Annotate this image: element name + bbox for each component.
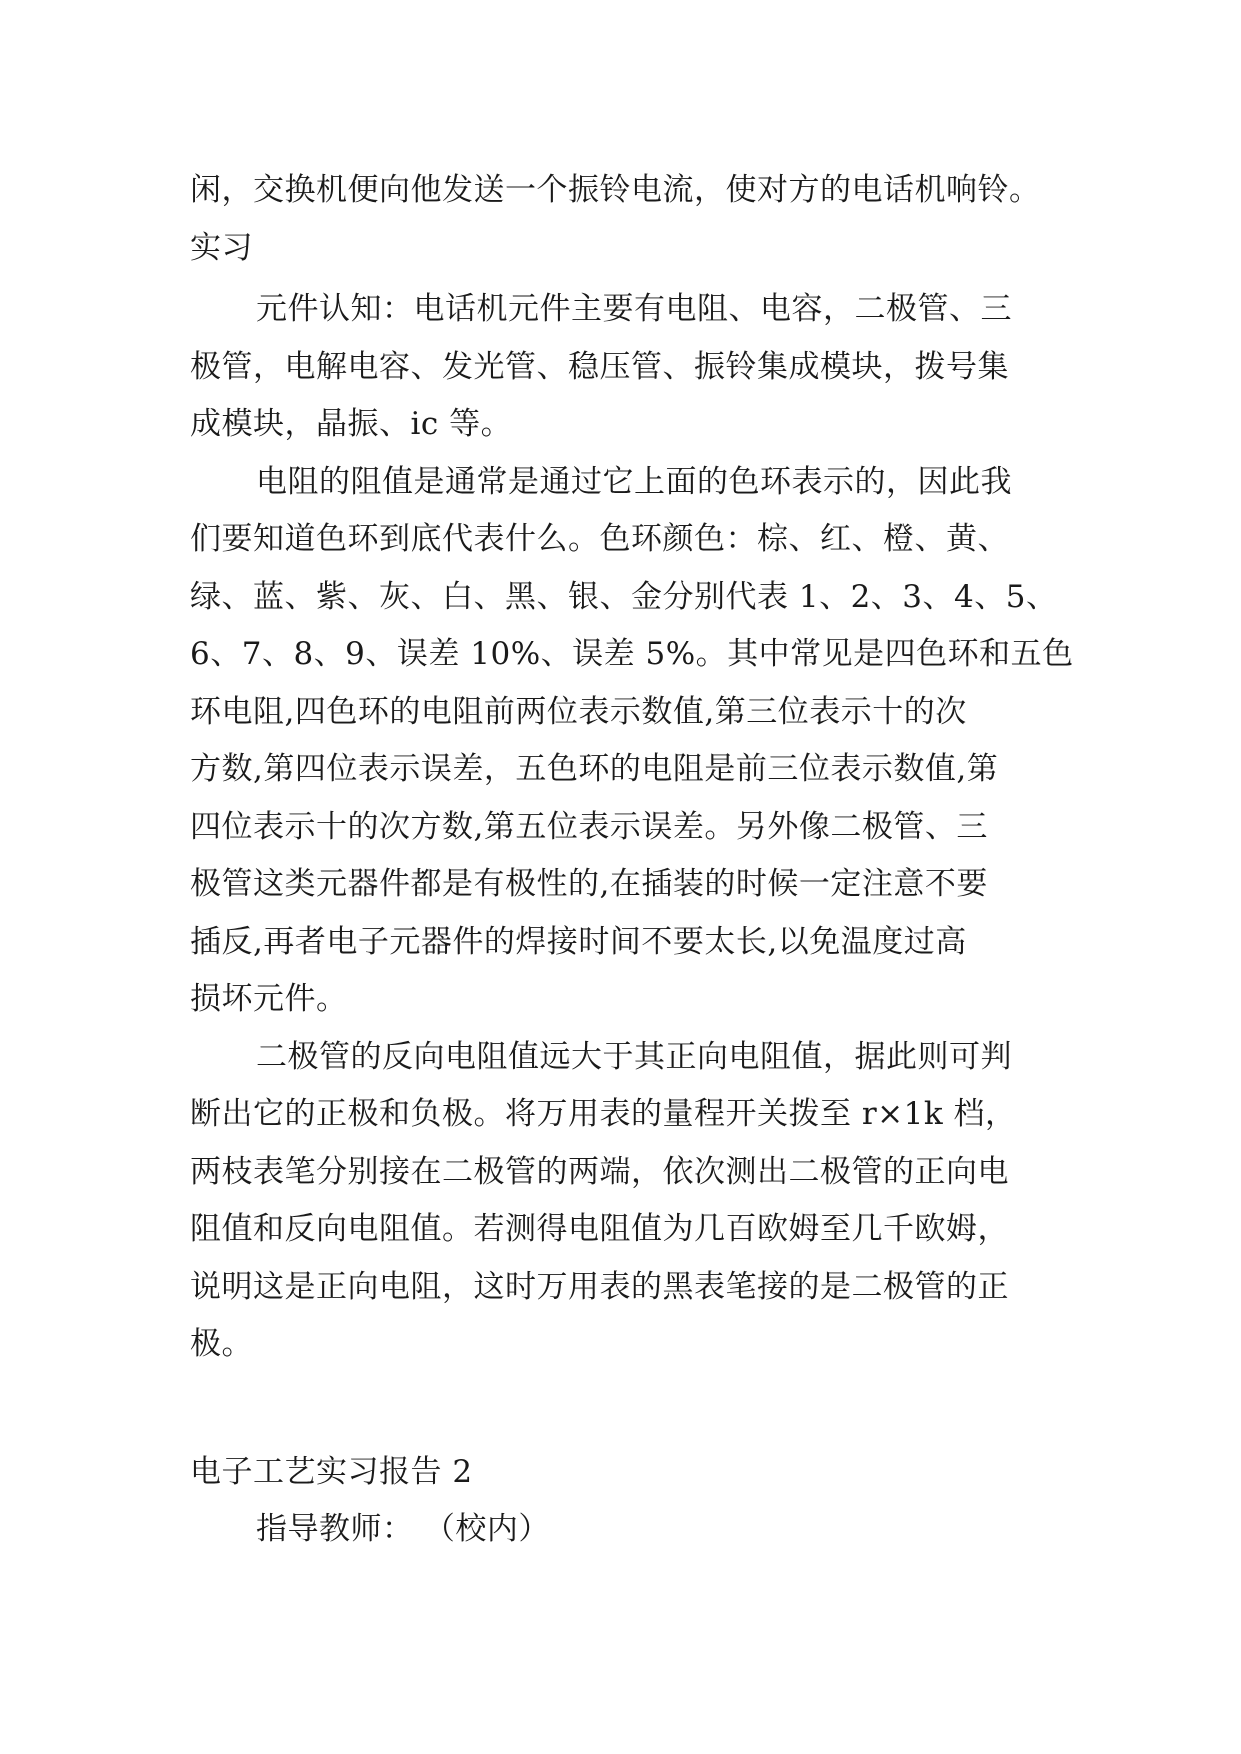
- text-line: 四位表示十的次方数,第五位表示误差。另外像二极管、三: [190, 808, 988, 845]
- text-line: 闲，交换机便向他发送一个振铃电流，使对方的电话机响铃。: [190, 172, 1041, 208]
- text-line: 成模块，晶振、ic 等。: [190, 406, 513, 442]
- paragraph-first-line: 元件认知：电话机元件主要有电阻、电容，二极管、三: [256, 291, 1012, 327]
- text-line: 断出它的正极和负极。将万用表的量程开关拨至 r×1k 档，: [190, 1096, 1017, 1132]
- text-line: 6、7、8、9、误差 10%、误差 5%。其中常见是四色环和五色: [190, 636, 1074, 672]
- text-line: 损坏元件。: [190, 981, 348, 1017]
- text-line: 们要知道色环到底代表什么。色环颜色：棕、红、橙、黄、: [190, 521, 1009, 557]
- text-line: 绿、蓝、紫、灰、白、黑、银、金分别代表 1、2、3、4、5、: [190, 578, 1058, 615]
- text-line: 极。: [190, 1326, 253, 1362]
- text-line: 极管这类元器件都是有极性的,在插装的时候一定注意不要: [190, 866, 988, 902]
- text-line: 阻值和反向电阻值。若测得电阻值为几百欧姆至几千欧姆，: [190, 1211, 1009, 1247]
- text-line: 实习: [190, 229, 253, 266]
- instructor-line: 指导教师： （校内）: [256, 1511, 550, 1547]
- paragraph-first-line: 二极管的反向电阻值远大于其正向电阻值，据此则可判: [256, 1038, 1012, 1075]
- text-line: 说明这是正向电阻，这时万用表的黑表笔接的是二极管的正: [190, 1268, 1009, 1305]
- document-body: [190, 162, 1074, 1559]
- section-title: 电子工艺实习报告 2: [190, 1453, 473, 1490]
- text-line: 两枝表笔分别接在二极管的两端，依次测出二极管的正向电: [190, 1153, 1009, 1190]
- text-line: 环电阻,四色环的电阻前两位表示数值,第三位表示十的次: [190, 693, 967, 730]
- paragraph-first-line: 电阻的阻值是通常是通过它上面的色环表示的，因此我: [256, 463, 1012, 500]
- text-line: 方数,第四位表示误差，五色环的电阻是前三位表示数值,第: [190, 751, 999, 787]
- text-line: 极管，电解电容、发光管、稳压管、振铃集成模块，拨号集: [190, 348, 1009, 385]
- spacer: [190, 1374, 1070, 1444]
- text-line: 插反,再者电子元器件的焊接时间不要太长,以免温度过高: [190, 923, 967, 960]
